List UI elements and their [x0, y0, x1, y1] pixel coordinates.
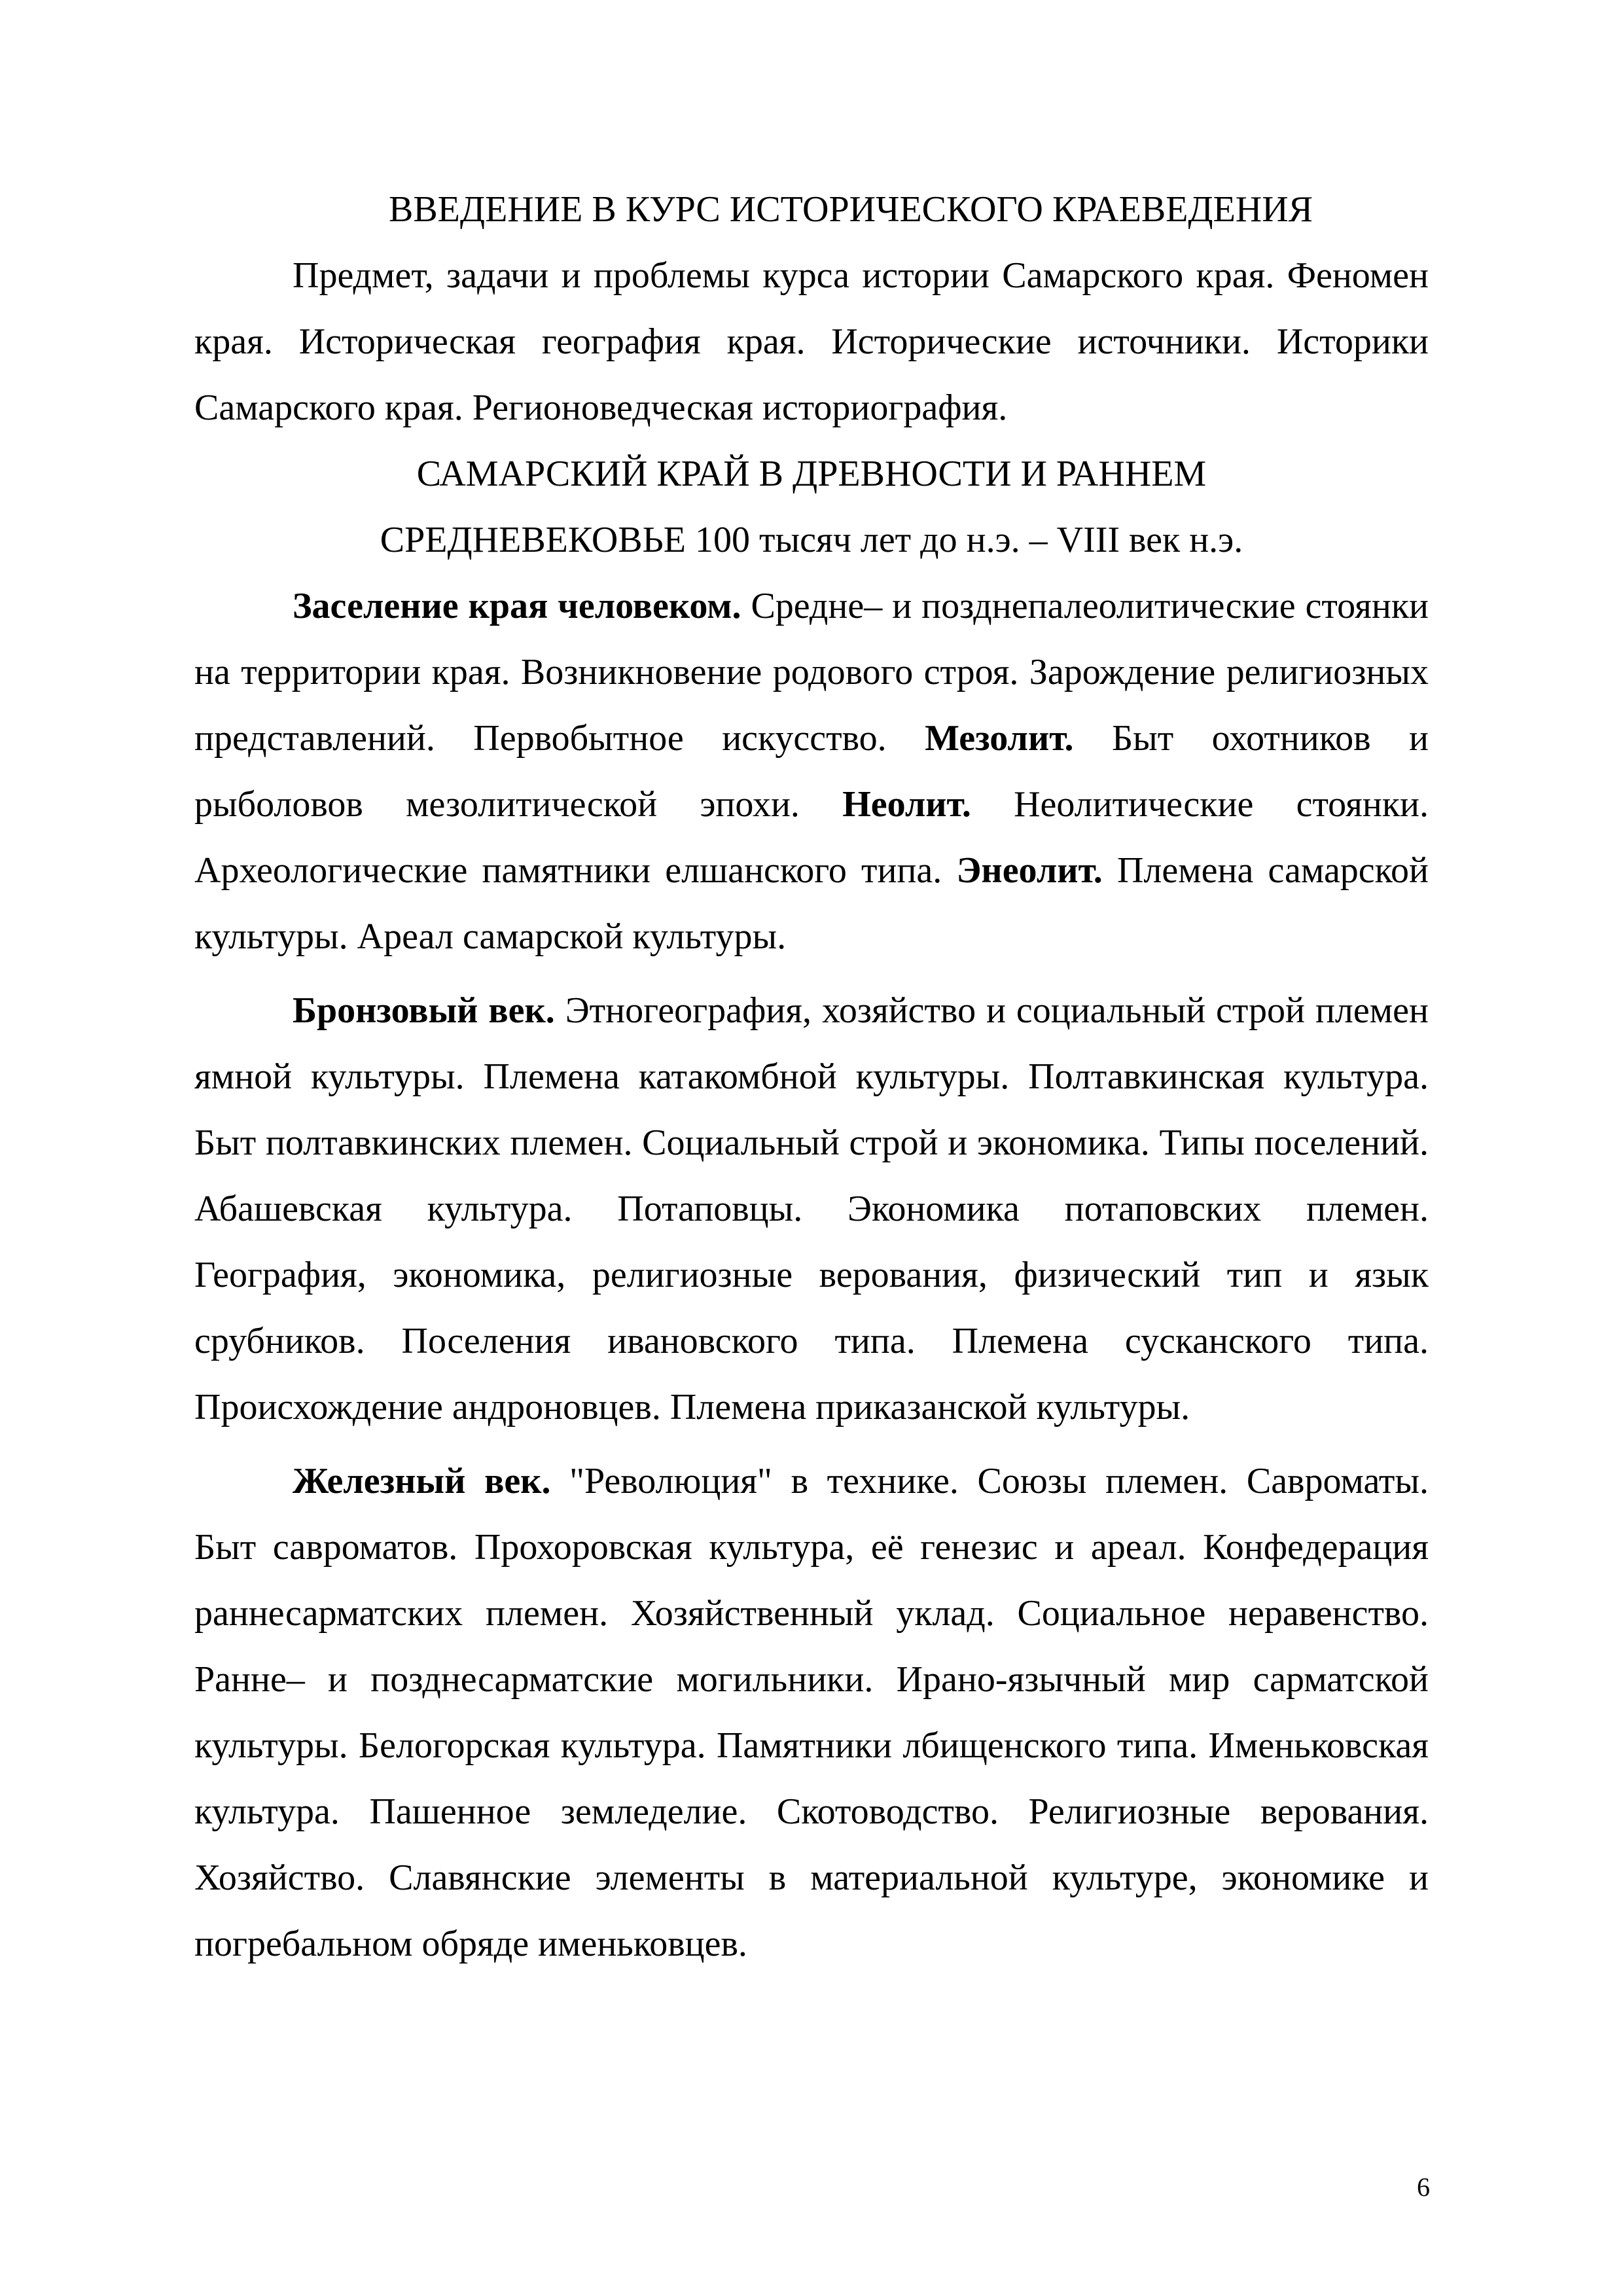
term-eneolith: Энеолит.: [956, 850, 1103, 891]
page-content: [194, 177, 1429, 1977]
text-settlement-3: Неолитические стоянки. Археологические памятники елшанского типа.: [194, 784, 1429, 891]
text-settlement-1: Средне– и позднепалеолитические стоянки на территории края. Возникновение родового строя. Зарождение религиозных представлений. Первобытное искусство.: [194, 586, 1429, 759]
term-iron-age: Железный век.: [293, 1461, 551, 1501]
paragraph-settlement: [194, 573, 1429, 970]
paragraph-iron-age: [194, 1448, 1429, 1977]
term-mesolith: Мезолит.: [925, 718, 1074, 759]
text-settlement-4: Племена самарской культуры. Ареал самарской культуры.: [194, 850, 1429, 957]
text-iron-age: "Революция" в технике. Союзы племен. Савроматы. Быт савроматов. Прохоровская культура, её генезис и ареал. Конфедерация раннесарматских племен. Хозяйственный уклад. Социальное неравенство. Ранне– и позднесарматские могильники. Ирано-язычный мир сарматской культуры. Белогорская культура. Памятники лбищенского типа. Именьковская культура. Пашенное земледелие. Скотоводство. Религиозные верования. Хозяйство. Славянские элементы в материальной культуре, экономике и погребальном обряде именьковцев.: [194, 1461, 1429, 1964]
page-number: 6: [1417, 2172, 1430, 2202]
text-settlement-2: Быт охотников и рыболовов мезолитической эпохи.: [194, 718, 1429, 825]
section-title-intro: ВВЕДЕНИЕ В КУРС ИСТОРИЧЕСКОГО КРАЕВЕДЕНИЯ: [388, 189, 1313, 230]
section-title-ancient-line1: САМАРСКИЙ КРАЙ В ДРЕВНОСТИ И РАННЕМ: [416, 454, 1207, 494]
paragraph-intro: Предмет, задачи и проблемы курса истории Самарского края. Феномен края. Историческая география края. Исторические источники. Историки Самарского края. Регионоведческая историография.: [194, 255, 1429, 428]
term-settlement: Заселение края человеком.: [293, 586, 741, 626]
term-bronze-age: Бронзовый век.: [293, 990, 555, 1031]
text-bronze-age: Этногеография, хозяйство и социальный строй племен ямной культуры. Племена катакомбной культуры. Полтавкинская культура. Быт полтавкинских племен. Социальный строй и экономика. Типы поселений. Абашевская культура. Потаповцы. Экономика потаповских племен. География, экономика, религиозные верования, физический тип и язык срубников. Поселения ивановского типа. Племена сусканского типа. Происхождение андроновцев. Племена приказанской культуры.: [194, 990, 1429, 1427]
section-title-ancient-line2: СРЕДНЕВЕКОВЬЕ 100 тысяч лет до н.э. – VIII век н.э.: [380, 520, 1243, 560]
paragraph-bronze-age: [194, 978, 1429, 1441]
term-neolith: Неолит.: [842, 784, 971, 825]
